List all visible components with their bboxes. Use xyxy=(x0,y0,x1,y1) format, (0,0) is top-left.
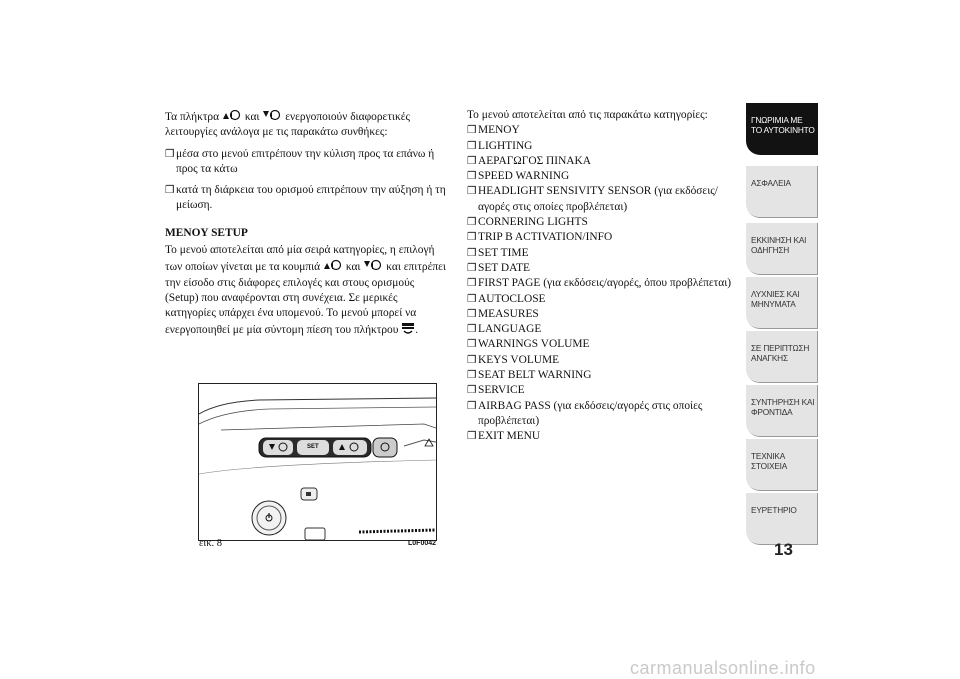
intro-text-b: και xyxy=(244,111,260,123)
checkbox-bullet-icon: ❒ xyxy=(467,400,477,412)
list-item: ❒ SERVICE xyxy=(467,383,737,398)
checkbox-bullet-icon: ❒ xyxy=(467,278,477,290)
tab-index[interactable]: ΕΥΡΕΤΗΡΙΟ xyxy=(746,493,818,545)
checkbox-bullet-icon: ❒ xyxy=(165,185,175,197)
checkbox-bullet-icon: ❒ xyxy=(467,171,477,183)
tab-getting-to-know-car[interactable]: ΓΝΩΡΙΜΙΑ ΜΕ ΤΟ ΑΥΤΟΚΙΝΗΤΟ xyxy=(746,103,818,155)
figure-caption: εικ. 8 xyxy=(199,538,223,549)
list-item: ❒ MEASURES xyxy=(467,307,737,322)
list-item: ❒ TRIP B ACTIVATION/INFO xyxy=(467,230,737,245)
right-column xyxy=(467,108,737,445)
tab-lights-messages[interactable]: ΛΥΧΝΙΕΣ ΚΑΙ ΜΗΝΥΜΑΤΑ xyxy=(746,277,818,329)
categories-intro: Το μενού αποτελείται από τις παρακάτω κατηγορίες: xyxy=(467,109,708,121)
up-arrow-light-icon xyxy=(323,258,343,271)
checkbox-bullet-icon: ❒ xyxy=(467,262,477,274)
list-item: ❒ FIRST PAGE (για εκδόσεις/αγορές, όπου προβλέπεται) xyxy=(467,276,737,291)
list-item: ❒ HEADLIGHT SENSIVITY SENSOR (για εκδόσεις/αγορές στις οποίες προβλέπεται) xyxy=(467,184,737,215)
down-arrow-light-icon xyxy=(262,108,282,121)
list-item: ❒ LIGHTING xyxy=(467,139,737,154)
checkbox-bullet-icon: ❒ xyxy=(467,431,477,443)
down-arrow-light-icon xyxy=(363,258,383,271)
tab-maintenance[interactable]: ΣΥΝΤΗΡΗΣΗ ΚΑΙ ΦΡΟΝΤΙΔΑ xyxy=(746,385,818,437)
list-item: ❒ AUTOCLOSE xyxy=(467,292,737,307)
list-item: ❒ μέσα στο μενού επιτρέπουν την κύλιση προς τα επάνω ή προς τα κάτω xyxy=(165,147,450,178)
watermark: carmanualsonline.info xyxy=(630,658,816,678)
list-item: ❒ κατά τη διάρκεια του ορισμού επιτρέπουν την αύξηση ή τη μείωση. xyxy=(165,183,450,214)
list-item: ❒ MENOY xyxy=(467,123,737,138)
intro-paragraph xyxy=(165,108,450,141)
checkbox-bullet-icon: ❒ xyxy=(467,232,477,244)
checkbox-bullet-icon: ❒ xyxy=(467,308,477,320)
list-item: ❒ SPEED WARNING xyxy=(467,169,737,184)
checkbox-bullet-icon: ❒ xyxy=(467,155,477,167)
tab-starting-driving[interactable]: ΕΚΚΙΝΗΣΗ ΚΑΙ ΟΔΗΓΗΣΗ xyxy=(746,223,818,275)
checkbox-bullet-icon: ❒ xyxy=(467,247,477,259)
list-item: ❒ SET DATE xyxy=(467,261,737,276)
set-button: SET xyxy=(307,444,319,450)
figure-code: L0F0042 xyxy=(408,540,437,547)
checkbox-bullet-icon: ❒ xyxy=(467,293,477,305)
list-item: ❒ EXIT MENU xyxy=(467,429,737,444)
checkbox-bullet-icon: ❒ xyxy=(467,370,477,382)
checkbox-bullet-icon: ❒ xyxy=(467,125,477,137)
checkbox-bullet-icon: ❒ xyxy=(467,354,477,366)
list-item: ❒ AIRBAG PASS (για εκδόσεις/αγορές στις οποίες προβλέπεται) xyxy=(467,399,737,430)
list-item: ❒ SET TIME xyxy=(467,246,737,261)
list-item: ❒ SEAT BELT WARNING xyxy=(467,368,737,383)
radio-panel-figure xyxy=(198,383,437,541)
list-item: ❒ LANGUAGE xyxy=(467,322,737,337)
checkbox-bullet-icon: ❒ xyxy=(467,385,477,397)
checkbox-bullet-icon: ❒ xyxy=(467,186,477,198)
tab-safety[interactable]: ΑΣΦΑΛΕΙΑ xyxy=(746,166,818,218)
checkbox-bullet-icon: ❒ xyxy=(467,217,477,229)
radio-panel-illustration xyxy=(199,384,436,540)
section-heading: MENOY SETUP xyxy=(165,226,248,239)
checkbox-bullet-icon: ❒ xyxy=(165,148,175,160)
list-item: ❒ WARNINGS VOLUME xyxy=(467,337,737,352)
menu-setup-paragraph: Το μενού αποτελείται από μία σειρά κατηγορίες, η επιλογή των οποίων γίνεται με τα κουμπιά και και επιτρέπει την είσοδο στις διάφορες επιλογές και στους ορισμούς (Setup) που αναφέρονται στη συνέχεια. Σε μερικές κατηγορίες υπάρχει ένα υπομενού. Το μενού μπορεί να ενεργοποιηθεί με μία σύντομη πίεση του πλήκτρου . xyxy=(165,244,446,336)
up-arrow-light-icon xyxy=(222,108,242,121)
checkbox-bullet-icon: ❒ xyxy=(467,324,477,336)
list-item: ❒ ΑΕΡΑΓΩΓΟΣ ΠΙΝΑΚΑ xyxy=(467,154,737,169)
page-number: 13 xyxy=(774,540,793,559)
checkbox-bullet-icon: ❒ xyxy=(467,339,477,351)
list-item: ❒ CORNERING LIGHTS xyxy=(467,215,737,230)
set-button-icon xyxy=(401,322,415,334)
tab-emergency[interactable]: ΣΕ ΠΕΡΙΠΤΩΣΗ ΑΝΑΓΚΗΣ xyxy=(746,331,818,383)
tab-technical-data[interactable]: ΤΕΧΝΙΚΑ ΣΤΟΙΧΕΙΑ xyxy=(746,439,818,491)
intro-text-c: ενεργοποιούν διαφορετικές λειτουργίες ανάλογα με τις παρακάτω συνθήκες: xyxy=(165,111,411,139)
intro-text-a: Τα πλήκτρα xyxy=(165,111,220,123)
category-list xyxy=(467,123,737,444)
checkbox-bullet-icon: ❒ xyxy=(467,140,477,152)
left-column xyxy=(165,108,450,338)
list-item: ❒ KEYS VOLUME xyxy=(467,353,737,368)
